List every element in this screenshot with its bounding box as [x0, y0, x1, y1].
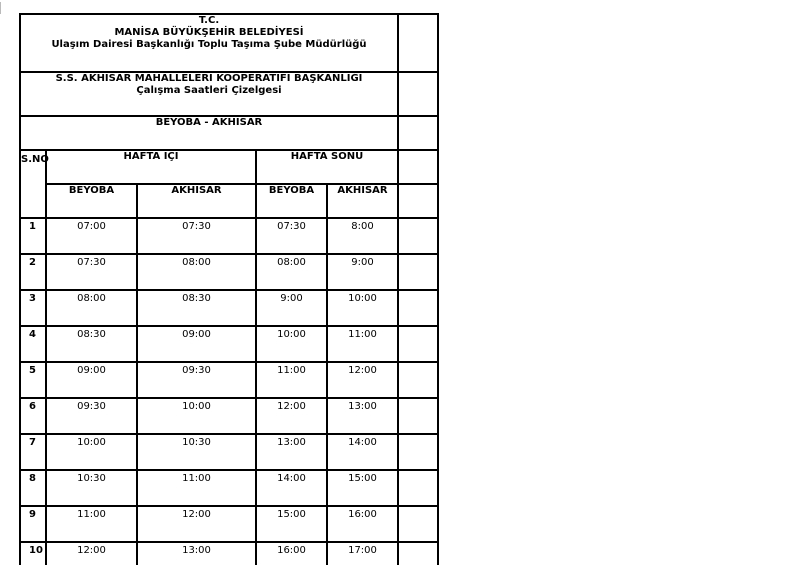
- weekend-akhisar-time: 10:00: [327, 290, 398, 326]
- weekend-beyoba-time: 16:00: [256, 542, 327, 565]
- table-row: [20, 362, 438, 398]
- weekday-beyoba-time: 09:00: [46, 362, 137, 398]
- header-line-department: Ulaşım Dairesi Başkanlığı Toplu Taşıma Şube Müdürlüğü: [51, 39, 367, 50]
- weekend-akhisar-time: 16:00: [327, 506, 398, 542]
- table-row: [20, 218, 438, 254]
- weekend-akhisar-time: 14:00: [327, 434, 398, 470]
- weekend-akhisar-time: 17:00: [327, 542, 398, 565]
- row-number: 8: [20, 470, 46, 506]
- weekend-akhisar-time: 13:00: [327, 398, 398, 434]
- weekend-beyoba-time: 12:00: [256, 398, 327, 434]
- weekend-beyoba-time: 14:00: [256, 470, 327, 506]
- header-line-municipality: MANİSA BÜYÜKŞEHİR BELEDİYESİ: [114, 27, 304, 38]
- header-line-tc: T.C.: [198, 15, 220, 26]
- weekday-beyoba-time: 07:30: [46, 254, 137, 290]
- weekday-header: HAFTA İÇİ: [46, 150, 256, 184]
- weekend-beyoba-time: 11:00: [256, 362, 327, 398]
- side-cell: [398, 362, 438, 398]
- weekday-akhisar-time: 11:00: [137, 470, 256, 506]
- weekday-beyoba-time: 10:00: [46, 434, 137, 470]
- weekday-akhisar-time: 10:30: [137, 434, 256, 470]
- table-row: [20, 398, 438, 434]
- side-cell: [398, 506, 438, 542]
- weekend-akhisar-time: 15:00: [327, 470, 398, 506]
- side-cell: [398, 290, 438, 326]
- side-cell: [398, 542, 438, 565]
- header-row-route: [20, 116, 438, 150]
- sno-header: S.NO: [20, 150, 46, 218]
- weekend-akhisar-time: 8:00: [327, 218, 398, 254]
- weekday-akhisar-time: 10:00: [137, 398, 256, 434]
- side-cell: [398, 326, 438, 362]
- side-cell: [398, 398, 438, 434]
- row-number: 10: [20, 542, 46, 565]
- weekday-akhisar-time: 08:00: [137, 254, 256, 290]
- side-cell: [398, 116, 438, 150]
- weekday-beyoba-time: 07:00: [46, 218, 137, 254]
- table-row: [20, 470, 438, 506]
- row-number: 2: [20, 254, 46, 290]
- weekend-beyoba-time: 15:00: [256, 506, 327, 542]
- weekend-beyoba-time: 08:00: [256, 254, 327, 290]
- table-row: [20, 290, 438, 326]
- side-cell: [398, 150, 438, 184]
- weekend-beyoba-time: 07:30: [256, 218, 327, 254]
- side-cell: [398, 184, 438, 218]
- weekend-akhisar-time: 12:00: [327, 362, 398, 398]
- weekday-from-header: BEYOBA: [46, 184, 137, 218]
- weekend-to-header: AKHİSAR: [327, 184, 398, 218]
- weekday-akhisar-time: 07:30: [137, 218, 256, 254]
- route-title: BEYOBA - AKHİSAR: [20, 116, 398, 150]
- schedule-rows: [20, 218, 438, 565]
- weekend-akhisar-time: 11:00: [327, 326, 398, 362]
- schedule-table: [19, 13, 439, 565]
- table-row: [20, 434, 438, 470]
- table-row: [20, 326, 438, 362]
- weekday-akhisar-time: 13:00: [137, 542, 256, 565]
- weekday-beyoba-time: 08:30: [46, 326, 137, 362]
- cooperative-name: S.S. AKHİSAR MAHALLELERİ KOOPERATİFİ BAŞKANLIĞI: [55, 73, 363, 84]
- weekday-to-header: AKHİSAR: [137, 184, 256, 218]
- weekend-from-header: BEYOBA: [256, 184, 327, 218]
- header-row-stops: [20, 184, 438, 218]
- cooperative-header-cell: [20, 72, 398, 116]
- weekday-beyoba-time: 10:30: [46, 470, 137, 506]
- page-edge-mark: [0, 2, 4, 14]
- header-row-cooperative: [20, 72, 438, 116]
- weekday-akhisar-time: 08:30: [137, 290, 256, 326]
- side-cell: [398, 434, 438, 470]
- weekend-beyoba-time: 9:00: [256, 290, 327, 326]
- side-cell: [398, 254, 438, 290]
- weekday-akhisar-time: 09:30: [137, 362, 256, 398]
- weekday-akhisar-time: 12:00: [137, 506, 256, 542]
- row-number: 9: [20, 506, 46, 542]
- schedule-title: Çalışma Saatleri Çizelgesi: [136, 85, 282, 96]
- weekday-akhisar-time: 09:00: [137, 326, 256, 362]
- row-number: 7: [20, 434, 46, 470]
- weekday-beyoba-time: 12:00: [46, 542, 137, 565]
- side-cell: [398, 470, 438, 506]
- table-row: [20, 254, 438, 290]
- side-cell: [398, 218, 438, 254]
- row-number: 5: [20, 362, 46, 398]
- row-number: 4: [20, 326, 46, 362]
- header-row-period: [20, 150, 438, 184]
- table-row: [20, 506, 438, 542]
- header-row-institution: [20, 14, 438, 72]
- weekend-beyoba-time: 13:00: [256, 434, 327, 470]
- weekend-header: HAFTA SONU: [256, 150, 398, 184]
- weekend-beyoba-time: 10:00: [256, 326, 327, 362]
- row-number: 1: [20, 218, 46, 254]
- weekday-beyoba-time: 08:00: [46, 290, 137, 326]
- weekday-beyoba-time: 09:30: [46, 398, 137, 434]
- weekend-akhisar-time: 9:00: [327, 254, 398, 290]
- row-number: 6: [20, 398, 46, 434]
- weekday-beyoba-time: 11:00: [46, 506, 137, 542]
- table-row: [20, 542, 438, 565]
- institution-header-cell: [20, 14, 398, 72]
- side-cell: [398, 72, 438, 116]
- side-cell: [398, 14, 438, 72]
- row-number: 3: [20, 290, 46, 326]
